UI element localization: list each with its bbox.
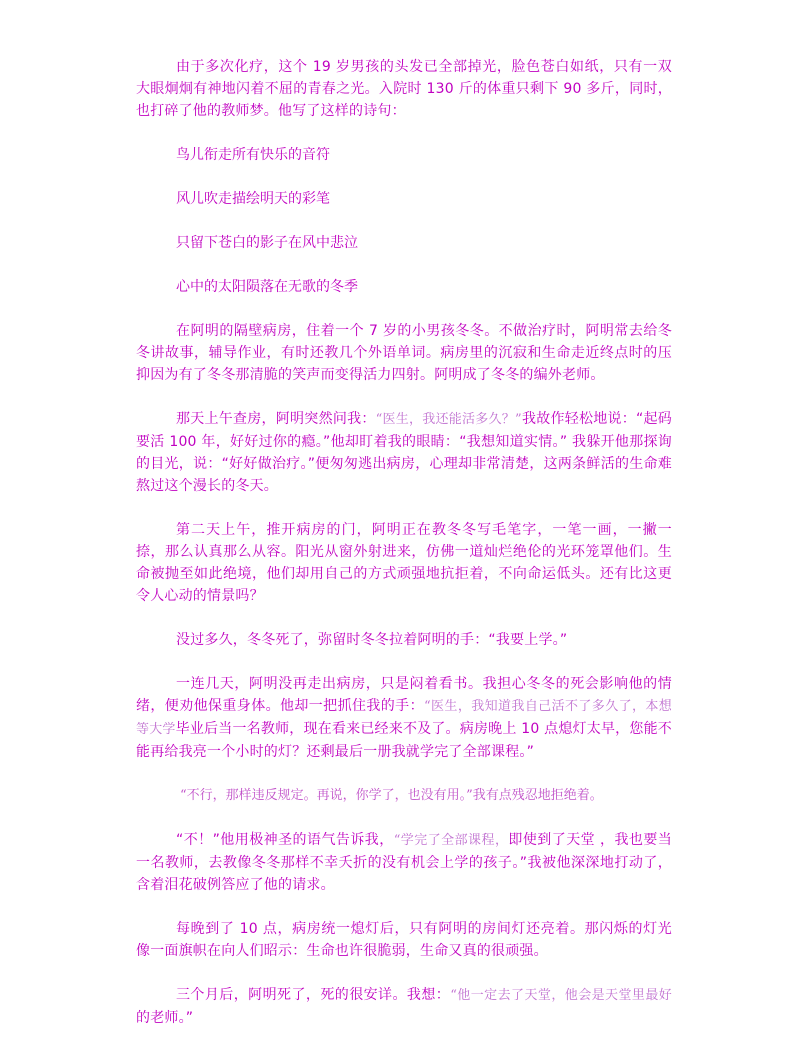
- paragraph: [136, 984, 672, 1029]
- text-span: 三个月后，阿明死了，死的很安详。我想：: [176, 987, 451, 1003]
- poem-line: 心中的太阳陨落在无歌的冬季: [176, 279, 358, 295]
- quote-span: “他一定去了天堂，他会是天堂里最好: [450, 988, 672, 1003]
- document-page: [136, 56, 672, 1051]
- paragraph: 每晚到了 10 点，病房统一熄灯后，只有阿明的房间灯还亮着。那闪烁的灯光像一面旗帜在向人们昭示：生命也许很脆弱，生命又真的很顽强。: [136, 921, 672, 959]
- quote-span: “医生，我知道我自己活不了多久了，本想等大学: [136, 699, 673, 737]
- paragraph: [136, 673, 672, 763]
- paragraph: [136, 408, 672, 497]
- paragraph: 没过多久，冬冬死了，弥留时冬冬拉着阿明的手：“我要上学。”: [176, 632, 568, 648]
- text-span: “不！”他用极神圣的语气告诉我，: [176, 832, 394, 848]
- paragraph: [136, 829, 672, 896]
- paragraph: 第二天上午，推开病房的门，阿明正在教冬冬写毛笔字，一笔一画，一撇一捺，那么认真那么从容。阳光从窗外射进来，仿佛一道灿烂绝伦的光环笼罩他们。生命被抛至如此绝境，他们却用自己的方式顽强地抗拒着，不向命运低头。还有比这更令人心动的情景吗？: [136, 522, 672, 604]
- poem-line: 鸟儿衔走所有快乐的音符: [176, 147, 330, 163]
- text-span: 毕业后当一名教师，现在看来已经来不及了。病房晚上 10 点熄灯太早，您能不能再给我亮一个小时的灯？还剩最后一册我就学完了全部课程。”: [136, 721, 672, 760]
- quote-span: “医生，我还能活多久？”: [375, 412, 522, 427]
- paragraph: 由于多次化疗，这个 19 岁男孩的头发已全部掉光，脸色苍白如纸，只有一双大眼炯炯有神地闪着不屈的青春之光。入院时 130 斤的体重只剩下 90 多斤，同时，也打碎了他的教师梦。他写了这样的诗句：: [136, 59, 672, 119]
- text-span: 那天上午查房，阿明突然问我：: [176, 411, 376, 427]
- text-span: 一连几天，阿明没再走出病房，只是闷着看书。我担心冬冬的死会影响他的情绪，便劝他保重身体。他却一把抓住我的手：: [136, 676, 672, 714]
- text-span: 我故作轻松地说：“起码要活 100 年，好好过你的瘾。”他却盯着我的眼睛：“我想知道实情。” 我躲开他那探询的目光，说：“好好做治疗。”便匆匆逃出病房，心理却非常清楚，这两条鲜活的生命难熬过这个漫长的冬天。: [136, 411, 672, 494]
- text-span: 即使到了天堂 ，我也要当一名教师，去教像冬冬那样不幸夭折的没有机会上学的孩子。”我被他深深地打动了，含着泪花破例答应了他的请求。: [136, 832, 672, 893]
- dialogue-line: “不行，那样违反规定。再说，你学了，也没有用。”我有点残忍地拒绝着。: [180, 788, 603, 803]
- text-span: 的老师。”: [136, 1010, 194, 1026]
- quote-span: “学完了全部课程，: [393, 833, 509, 848]
- poem-line: 只留下苍白的影子在风中悲泣: [176, 235, 358, 251]
- poem-line: 风儿吹走描绘明天的彩笔: [176, 191, 330, 207]
- paragraph: 在阿明的隔壁病房，住着一个 7 岁的小男孩冬冬。不做治疗时，阿明常去给冬冬讲故事，辅导作业，有时还教几个外语单词。病房里的沉寂和生命走近终点时的压抑因为有了冬冬那清脆的笑声而变得活力四射。阿明成了冬冬的编外老师。: [136, 323, 672, 383]
